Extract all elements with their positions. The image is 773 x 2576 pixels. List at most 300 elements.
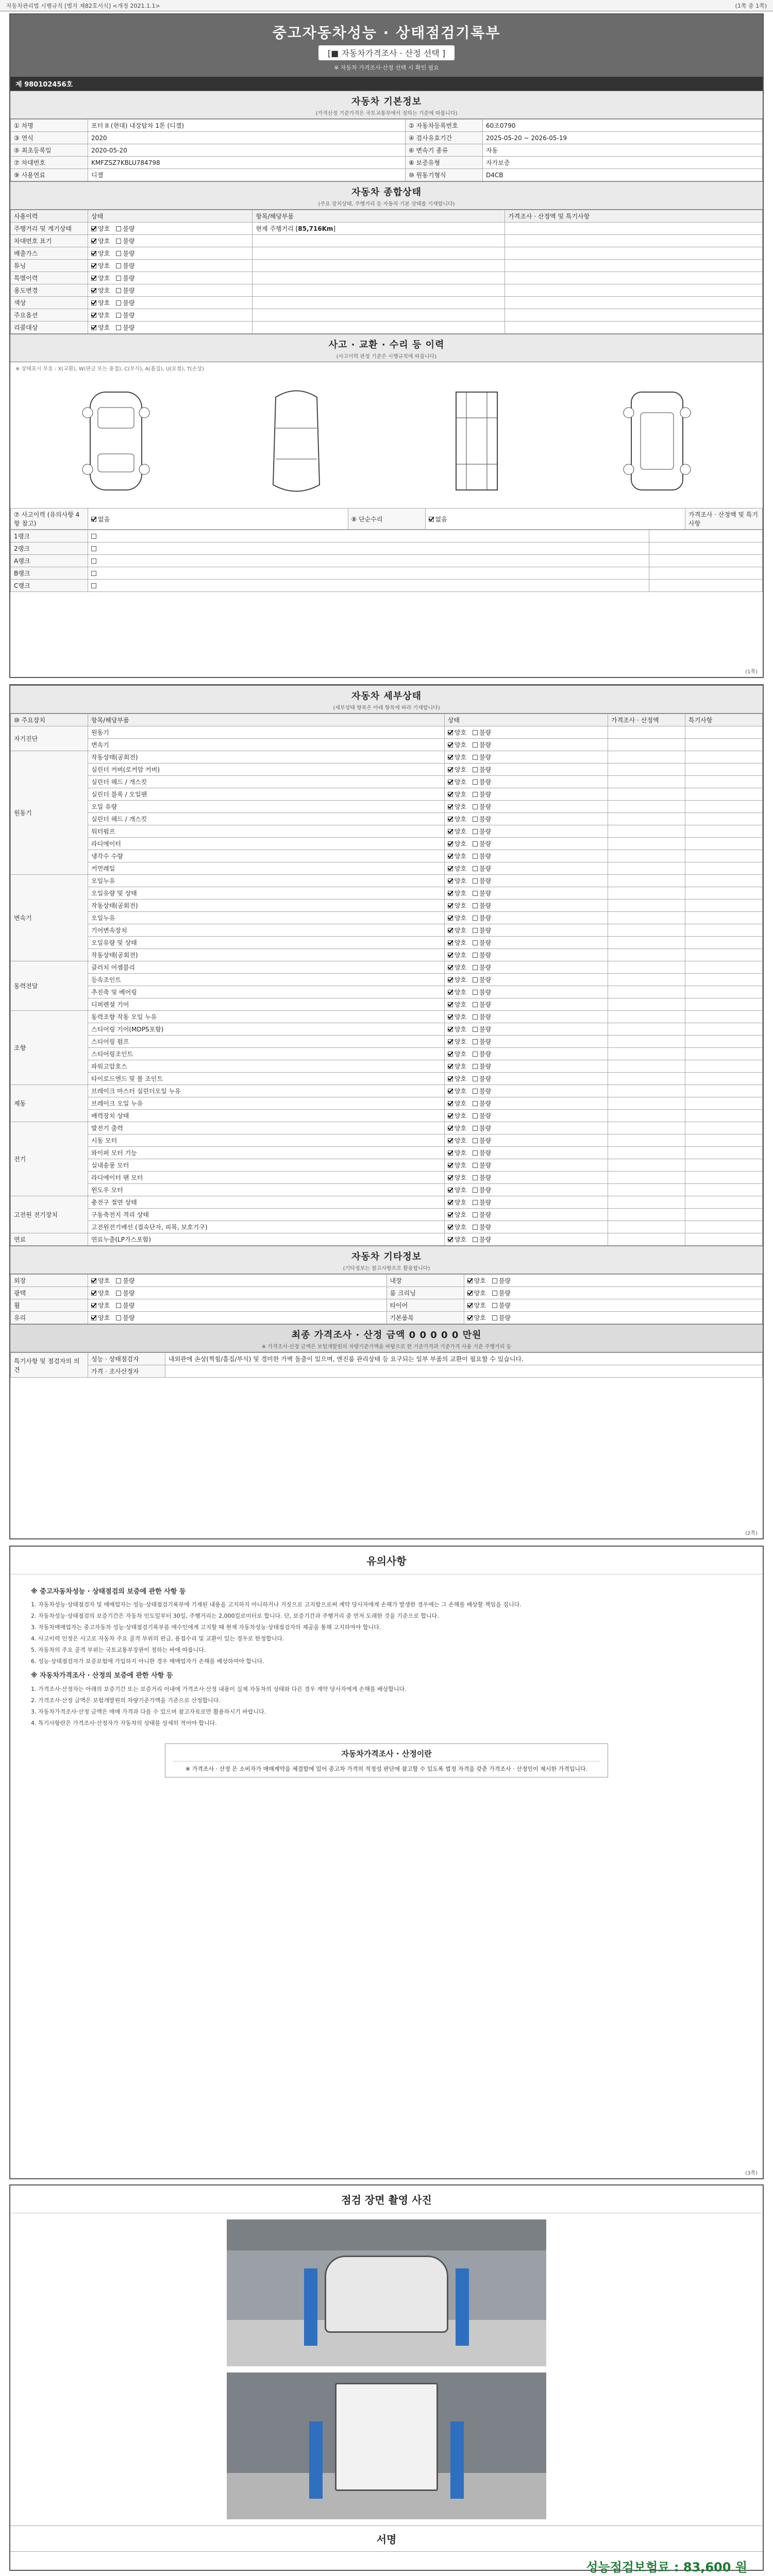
detail-row	[11, 949, 763, 961]
detail-note-cell	[685, 764, 763, 776]
status-checkbox-icon	[116, 263, 121, 268]
detail-option	[448, 1038, 466, 1045]
detail-note-cell	[685, 751, 763, 764]
detail-status-cell	[444, 1073, 608, 1085]
summary-price-cell	[505, 247, 763, 260]
summary-row	[11, 309, 763, 321]
status-checkbox-icon	[448, 1052, 453, 1057]
status-checkbox-icon	[116, 239, 121, 244]
other-status-cell	[464, 1312, 763, 1324]
notes-paragraph: 4. 사고이력 인정은 사고로 자동차 주요 골격 부위의 판금, 용접수리 및 교환이 있는 경우로 한정합니다.	[31, 1635, 284, 1642]
detail-option-label: 불량	[479, 914, 492, 922]
basic-field-label: ⑦ 차대번호	[11, 157, 88, 169]
other-status-cell	[88, 1275, 387, 1287]
detail-price-cell	[608, 887, 685, 900]
detail-option-label: 양호	[454, 902, 466, 909]
summary-option-label: 양호	[98, 262, 110, 269]
detail-table	[10, 714, 763, 1246]
detail-row	[11, 776, 763, 788]
detail-option-label: 양호	[454, 853, 466, 860]
detail-price-cell	[608, 825, 685, 838]
detail-note-cell	[685, 887, 763, 900]
detail-option	[473, 1026, 491, 1033]
detail-price-cell	[608, 1209, 685, 1221]
simple-repair-label: ⑧ 단순수리	[348, 509, 425, 530]
detail-option-label: 양호	[454, 741, 466, 749]
page-4	[9, 2184, 764, 2574]
other-option-label: 불량	[123, 1290, 135, 1297]
basic-field-value: 2020-05-20	[88, 144, 406, 157]
summary-row-label: 주행거리 및 계기상태	[11, 223, 88, 235]
detail-item-label: 냉각수 수량	[88, 850, 445, 862]
status-checkbox-icon	[473, 755, 478, 760]
detail-option	[448, 1211, 466, 1218]
detail-option-label: 양호	[454, 877, 466, 885]
detail-item-label: 시동 모터	[88, 1134, 445, 1147]
detail-note-cell	[685, 1147, 763, 1159]
detail-status-cell	[444, 1085, 608, 1097]
status-checkbox-icon	[473, 1113, 478, 1118]
detail-item-label: 파워고압호스	[88, 1060, 445, 1073]
status-checkbox-icon	[116, 300, 121, 306]
summary-row-label: 튜닝	[11, 260, 88, 272]
detail-item-label: 워터펌프	[88, 825, 445, 838]
detail-option	[448, 1199, 466, 1206]
detail-option-label: 불량	[479, 1013, 492, 1021]
detail-option	[473, 1013, 491, 1021]
appraisal-box-title: 자동차가격조사 · 산정이란	[173, 1748, 600, 1761]
detail-row	[11, 726, 763, 739]
other-option	[467, 1277, 486, 1284]
status-checkbox-icon	[116, 226, 121, 231]
detail-item-label: 와이퍼 모터 기능	[88, 1147, 445, 1159]
detail-price-cell	[608, 1159, 685, 1172]
summary-row-label: 용도변경	[11, 284, 88, 297]
notes-section-2-heading: ※ 자동차가격조사 · 산정의 보증에 관한 사항 등	[31, 1672, 173, 1680]
rank-row	[11, 543, 763, 555]
summary-option-label: 불량	[123, 312, 135, 319]
inspector-label: 성능 · 상태점검자	[88, 1353, 165, 1365]
summary-item-cell	[253, 321, 505, 334]
notes-body	[10, 1574, 763, 1737]
detail-note-cell	[685, 875, 763, 887]
basic-info-row	[11, 144, 763, 157]
accident-history-value	[88, 509, 348, 530]
detail-status-cell	[444, 838, 608, 850]
status-checkbox-icon	[473, 953, 478, 958]
detail-status-cell	[444, 801, 608, 813]
rank-row	[11, 530, 763, 543]
detail-row	[11, 998, 763, 1011]
other-item-label: 유리	[11, 1312, 88, 1324]
detail-option	[473, 964, 491, 971]
detail-option-label: 불량	[479, 939, 492, 946]
accident-history-label: ⑦ 사고이력 (유의사항 4항 참고)	[11, 509, 88, 530]
status-checkbox-icon	[448, 878, 453, 884]
summary-price-cell	[505, 235, 763, 247]
detail-col-header: 상태	[444, 714, 608, 726]
basic-field-label: ④ 검사유효기간	[405, 132, 482, 144]
summary-col-header: 상태	[88, 210, 253, 223]
accident-history-status: 없음	[98, 515, 110, 523]
status-checkbox-icon	[448, 1212, 453, 1217]
simple-repair-value	[425, 509, 685, 530]
summary-option	[116, 225, 135, 232]
detail-item-label: 발전기 출력	[88, 1122, 445, 1134]
status-checkbox-icon	[473, 1225, 478, 1230]
summary-row	[11, 272, 763, 284]
detail-price-cell	[608, 1060, 685, 1073]
basic-field-value: 포터 II (현대) 내장탑차 1톤 (디젤)	[88, 120, 406, 132]
summary-price-cell	[505, 260, 763, 272]
detail-note-cell	[685, 1110, 763, 1122]
detail-item-label: 커먼레일	[88, 862, 445, 875]
detail-option-label: 양호	[454, 939, 466, 946]
basic-info-row	[11, 132, 763, 144]
photo-wall	[227, 2219, 546, 2250]
status-checkbox-icon	[492, 1278, 497, 1283]
detail-note-cell	[685, 961, 763, 974]
other-option	[492, 1277, 511, 1284]
detail-status-cell	[444, 875, 608, 887]
summary-option-label: 양호	[98, 324, 110, 331]
detail-option	[448, 1026, 466, 1033]
lift-post-right	[456, 2268, 469, 2346]
status-checkbox-icon	[448, 1225, 453, 1230]
detail-option-label: 불량	[479, 1187, 492, 1194]
detail-item-label: 스티어링조인트	[88, 1048, 445, 1060]
detail-option-label: 양호	[454, 1050, 466, 1058]
status-checkbox-icon	[116, 276, 121, 281]
detail-option	[473, 1100, 491, 1107]
detail-option	[448, 791, 466, 798]
detail-option	[448, 840, 466, 848]
page-1-corner: (1쪽)	[745, 669, 758, 675]
status-checkbox-icon	[448, 953, 453, 958]
summary-option-label: 불량	[123, 275, 135, 282]
summary-status-cell	[88, 284, 253, 297]
other-option-label: 양호	[474, 1290, 486, 1297]
detail-note-cell	[685, 998, 763, 1011]
notes-paragraph: 1. 가격조사·산정자는 아래의 보증기간 또는 보증거리 이내에 가격조사·산정 내용이 실제 자동차의 상태와 다른 경우 계약 당사자에게 손해를 배상합니다.	[31, 1685, 407, 1692]
detail-price-cell	[608, 1048, 685, 1060]
status-checkbox-icon	[473, 940, 478, 945]
rank-label: B랭크	[11, 567, 88, 580]
basic-field-value: 디젤	[88, 169, 406, 181]
notes-title: 유의사항	[10, 1547, 763, 1574]
detail-option	[473, 1174, 491, 1181]
summary-row	[11, 321, 763, 334]
detail-col-header: 가격조사 · 산정액	[608, 714, 685, 726]
status-checkbox-icon	[91, 325, 96, 330]
appraiser-notes	[165, 1365, 763, 1378]
notes-paragraph: 6. 성능·상태점검자가 보증보험에 가입하지 아니한 경우 매매업자가 손해를 배상하여야 합니다.	[31, 1658, 264, 1665]
detail-group-label: 자기진단	[11, 726, 88, 751]
detail-status-cell	[444, 1134, 608, 1147]
status-checkbox-icon	[473, 1200, 478, 1205]
detail-option	[448, 828, 466, 835]
detail-price-cell	[608, 1122, 685, 1134]
other-item-label: 타이어	[386, 1299, 464, 1312]
detail-option	[448, 1224, 466, 1231]
detail-option-label: 양호	[454, 1088, 466, 1095]
detail-item-label: 실린더 블록 / 오일팬	[88, 788, 445, 801]
detail-option-label: 불량	[479, 1088, 492, 1095]
detail-price-cell	[608, 1110, 685, 1122]
detail-note-cell	[685, 912, 763, 924]
notes-paragraph: 3. 자동차매매업자는 중고자동차 성능·상태점검기록부를 매수인에게 고지할 때 현재 자동차성능·상태점검자의 제공을 통해 고지하여야 합니다.	[31, 1624, 381, 1631]
detail-option-label: 양호	[454, 989, 466, 996]
detail-option-label: 양호	[454, 828, 466, 835]
detail-item-label: 라디에이터	[88, 838, 445, 850]
detail-option	[448, 766, 466, 773]
detail-item-label: 기어변속장치	[88, 924, 445, 937]
summary-option	[91, 238, 110, 245]
detail-option-label: 불량	[479, 964, 492, 971]
detail-option-label: 불량	[479, 754, 492, 761]
detail-option	[473, 816, 491, 823]
detail-option	[448, 729, 466, 736]
status-checkbox-icon	[473, 965, 478, 970]
detail-note-cell	[685, 1233, 763, 1246]
detail-status-cell	[444, 726, 608, 739]
status-checkbox-icon	[473, 866, 478, 871]
detail-status-cell	[444, 1184, 608, 1196]
detail-heading: 자동차 세부상태	[351, 691, 422, 702]
detail-price-cell	[608, 1221, 685, 1233]
other-option	[91, 1290, 110, 1297]
summary-row	[11, 260, 763, 272]
rank-checkbox-icon	[91, 546, 96, 551]
basic-info-subheading: (가격산정 기준가격은 국토교통부에서 정하는 기준에 따릅니다)	[315, 111, 458, 116]
summary-option-label: 양호	[98, 225, 110, 232]
detail-item-label: 변속기	[88, 739, 445, 751]
summary-option	[116, 299, 135, 307]
summary-row	[11, 235, 763, 247]
status-checkbox-icon	[448, 1150, 453, 1156]
detail-note-cell	[685, 862, 763, 875]
detail-option-label: 불량	[479, 741, 492, 749]
detail-option	[448, 1001, 466, 1008]
detail-option	[448, 914, 466, 922]
detail-note-cell	[685, 986, 763, 998]
detail-group-label: 변속기	[11, 875, 88, 961]
car-damage-diagram	[10, 374, 763, 508]
detail-price-cell	[608, 788, 685, 801]
status-checkbox-icon	[91, 239, 96, 244]
detail-option	[448, 1112, 466, 1120]
detail-status-cell	[444, 924, 608, 937]
detail-status-cell	[444, 813, 608, 825]
status-checkbox-icon	[448, 928, 453, 933]
detail-note-cell	[685, 1036, 763, 1048]
detail-option	[448, 890, 466, 897]
detail-option-label: 양호	[454, 914, 466, 922]
detail-option-label: 불량	[479, 1063, 492, 1070]
detail-status-cell	[444, 1147, 608, 1159]
summary-row-label: 주요옵션	[11, 309, 88, 321]
detail-row	[11, 813, 763, 825]
rank-row	[11, 555, 763, 567]
detail-option	[473, 890, 491, 897]
car-front-view-icon	[70, 382, 162, 500]
detail-option	[473, 1137, 491, 1144]
detail-row	[11, 825, 763, 838]
status-checkbox-icon	[448, 1175, 453, 1180]
detail-price-cell	[608, 1147, 685, 1159]
detail-option-label: 불량	[479, 729, 492, 736]
detail-option-label: 불량	[479, 989, 492, 996]
other-option	[116, 1314, 135, 1321]
other-status-cell	[88, 1287, 387, 1299]
detail-item-label: 연료누출(LP가스포함)	[88, 1233, 445, 1246]
detail-status-cell	[444, 974, 608, 986]
detail-option	[448, 877, 466, 885]
detail-option-label: 불량	[479, 828, 492, 835]
mileage-value: 85,716Km	[298, 225, 333, 232]
detail-option-label: 불량	[479, 791, 492, 798]
status-checkbox-icon	[473, 817, 478, 822]
other-option-label: 양호	[474, 1302, 486, 1309]
status-checkbox-icon	[448, 1200, 453, 1205]
detail-item-label: 브레이크 오일 누유	[88, 1097, 445, 1110]
detail-option-label: 불량	[479, 1162, 492, 1169]
status-checkbox-icon	[473, 829, 478, 834]
detail-option-label: 양호	[454, 1063, 466, 1070]
status-checkbox-icon	[473, 730, 478, 735]
status-checkbox-icon	[91, 1303, 96, 1308]
summary-item-cell	[253, 297, 505, 309]
status-checkbox-icon	[448, 1002, 453, 1007]
accident-heading: 사고 · 교환 · 수리 등 이력	[328, 340, 445, 350]
inspection-photo-rear	[227, 2372, 546, 2519]
detail-note-cell	[685, 850, 763, 862]
status-checkbox-icon	[91, 300, 96, 306]
summary-price-cell	[505, 284, 763, 297]
summary-row	[11, 284, 763, 297]
detail-price-cell	[608, 1196, 685, 1209]
detail-option-label: 양호	[454, 754, 466, 761]
detail-price-cell	[608, 751, 685, 764]
detail-note-cell	[685, 1159, 763, 1172]
detail-note-cell	[685, 1048, 763, 1060]
detail-row	[11, 887, 763, 900]
detail-option-label: 불량	[479, 1236, 492, 1243]
basic-field-label: ⑥ 변속기 종류	[405, 144, 482, 157]
inspection-photo-front	[227, 2219, 546, 2366]
status-checkbox-icon	[448, 829, 453, 834]
detail-price-cell	[608, 875, 685, 887]
detail-option-label: 양호	[454, 1075, 466, 1082]
appraisal-explanation-box	[165, 1743, 608, 1777]
basic-field-value: 2020	[88, 132, 406, 144]
detail-option-label: 불량	[479, 1224, 492, 1231]
summary-row-label: 리콜대상	[11, 321, 88, 334]
detail-price-cell	[608, 862, 685, 875]
final-amount-note: ※ 가격조사·산정 금액은 보험개발원의 차량기준가액을 바탕으로 한 기준가격과 기준가격 사용 기준 주행거리 등	[261, 1344, 512, 1350]
rank-price-cell	[649, 530, 763, 543]
car-frame-view-icon	[430, 382, 523, 500]
detail-price-cell	[608, 924, 685, 937]
detail-col-header: 특기사항	[685, 714, 763, 726]
summary-row	[11, 297, 763, 309]
summary-table	[10, 210, 763, 334]
basic-info-row	[11, 157, 763, 169]
detail-option	[473, 1149, 491, 1157]
status-checkbox-icon	[448, 1089, 453, 1094]
status-checkbox-icon	[448, 755, 453, 760]
rank-price-cell	[649, 580, 763, 592]
detail-option-label: 양호	[454, 865, 466, 872]
detail-note-cell	[685, 739, 763, 751]
detail-price-cell	[608, 1134, 685, 1147]
detail-option	[473, 1187, 491, 1194]
detail-price-cell	[608, 1085, 685, 1097]
status-checkbox-icon	[448, 730, 453, 735]
status-checkbox-icon	[448, 742, 453, 748]
status-checkbox-icon	[448, 1237, 453, 1242]
other-option-label: 양호	[98, 1302, 110, 1309]
detail-item-label: 고전원전기배선 (접속단자, 피복, 보호기구)	[88, 1221, 445, 1233]
basic-field-label: ⑧ 보증유형	[405, 157, 482, 169]
detail-row	[11, 986, 763, 998]
status-checkbox-icon	[473, 878, 478, 884]
mileage-label: 현재 주행거리	[256, 225, 294, 232]
detail-note-cell	[685, 1122, 763, 1134]
status-checkbox-icon	[473, 1175, 478, 1180]
status-checkbox-icon	[473, 792, 478, 797]
summary-option-label: 양호	[98, 250, 110, 257]
simple-repair-status: 없음	[435, 515, 447, 523]
detail-option	[448, 778, 466, 786]
detail-note-cell	[685, 1134, 763, 1147]
rank-row	[11, 567, 763, 580]
status-checkbox-icon	[467, 1291, 473, 1296]
status-checkbox-icon	[116, 325, 121, 330]
other-info-heading: 자동차 기타정보	[351, 1251, 422, 1262]
detail-option	[473, 1125, 491, 1132]
detail-row	[11, 1036, 763, 1048]
detail-note-cell	[685, 1073, 763, 1085]
status-checkbox-icon	[448, 1064, 453, 1069]
detail-option	[448, 1125, 466, 1132]
detail-status-cell	[444, 764, 608, 776]
basic-info-row	[11, 120, 763, 132]
summary-col-header: 가격조사 · 산정액 및 특기사항	[505, 210, 763, 223]
detail-row	[11, 764, 763, 776]
detail-group-label: 제동	[11, 1085, 88, 1122]
status-checkbox-icon	[448, 965, 453, 970]
detail-item-label: 오일누유	[88, 912, 445, 924]
accident-rank-table	[10, 530, 763, 592]
detail-row	[11, 1184, 763, 1196]
status-checkbox-icon	[116, 313, 121, 318]
rank-checkbox-icon	[91, 583, 96, 588]
summary-option	[91, 312, 110, 319]
rank-row	[11, 580, 763, 592]
status-checkbox-icon	[116, 251, 121, 256]
status-checkbox-icon	[492, 1291, 497, 1296]
detail-option-label: 양호	[454, 766, 466, 773]
detail-option	[448, 1050, 466, 1058]
status-checkbox-icon	[448, 1138, 453, 1143]
detail-status-cell	[444, 751, 608, 764]
document-header	[10, 14, 763, 77]
summary-price-cell	[505, 223, 763, 235]
other-status-cell	[464, 1299, 763, 1312]
summary-option	[91, 225, 110, 232]
detail-status-cell	[444, 937, 608, 949]
